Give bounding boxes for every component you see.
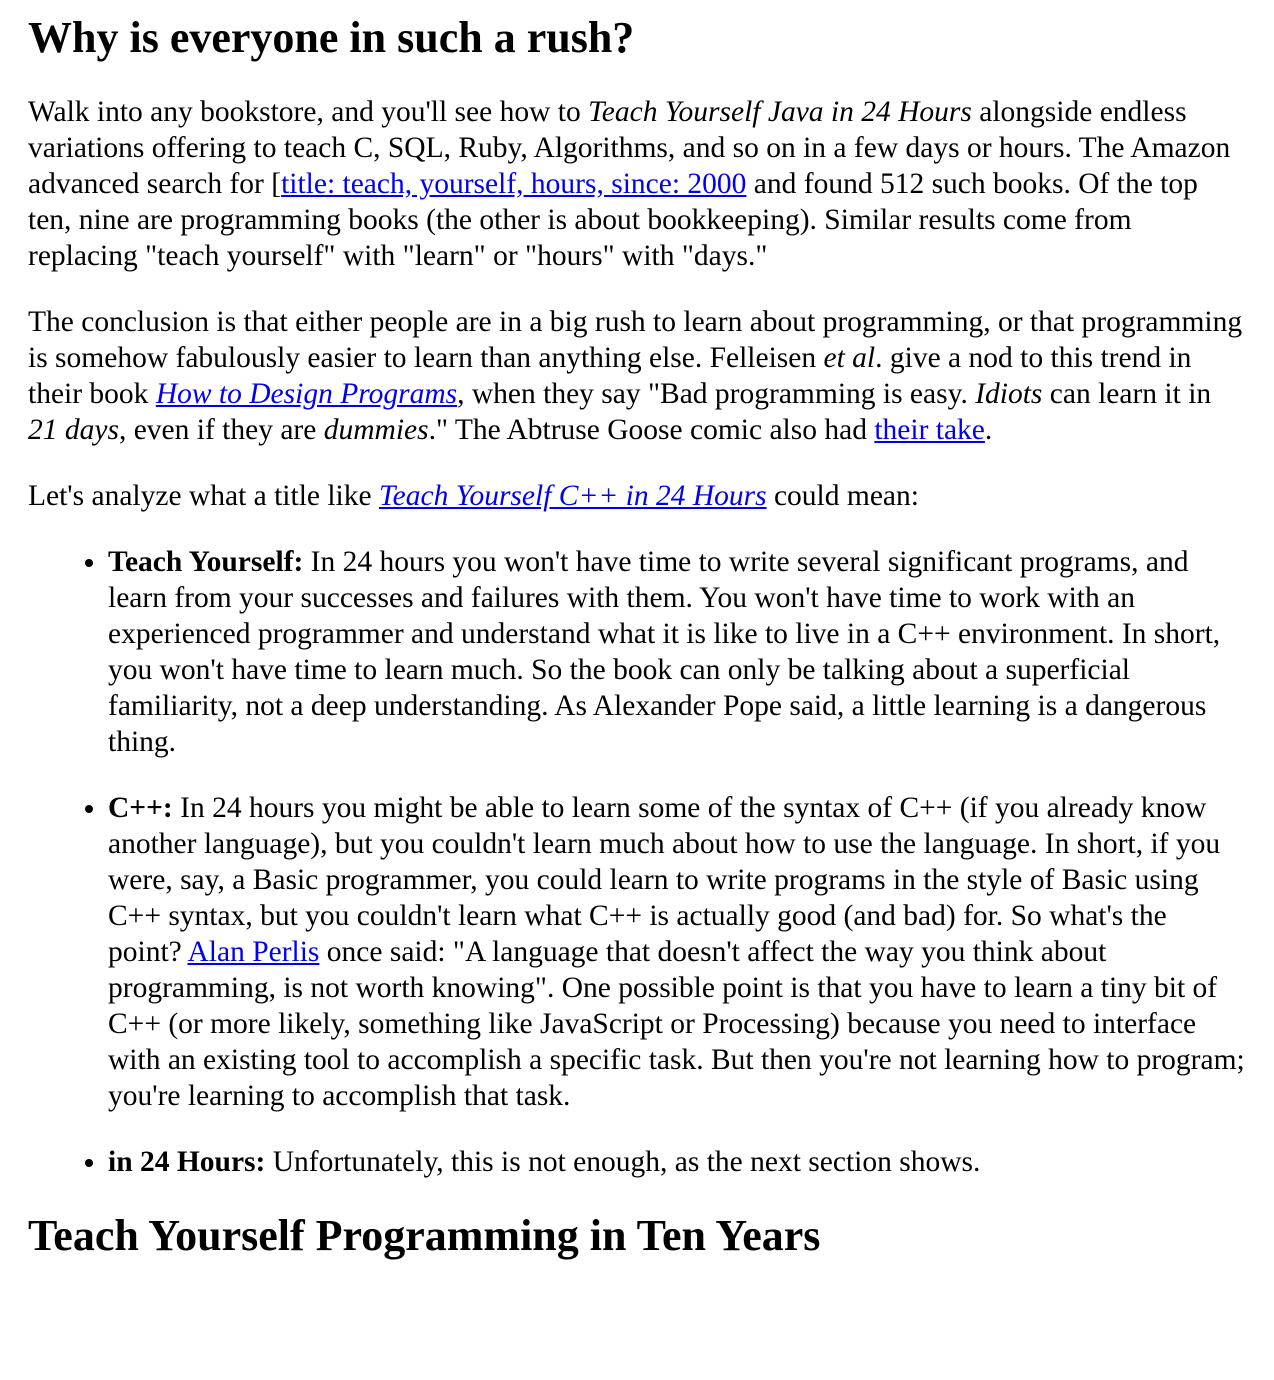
list-item-text: Unfortunately, this is not enough, as the next section shows. bbox=[265, 1146, 981, 1178]
text: , when they say "Bad programming is easy. bbox=[457, 378, 976, 410]
list-item-cpp bbox=[108, 790, 1246, 1114]
alan-perlis-link[interactable]: Alan Perlis bbox=[187, 936, 320, 968]
text: Let's analyze what a title like bbox=[28, 480, 379, 512]
list-item-text: once said: "A language that doesn't affect the way you think about programming, is not worth knowing". One possible point is that you have to learn a tiny bit of C++ (or more likely, something like JavaScript or Processing) because you need to interface with an existing tool to accomplish a specific task. But then you're not learning how to program; you're learning to accomplish that task. bbox=[108, 936, 1245, 1112]
text: Walk into any bookstore, and you'll see how to bbox=[28, 96, 589, 128]
emphasis-dummies: dummies bbox=[323, 414, 429, 446]
list-item-text: In 24 hours you might be able to learn some of the syntax of C++ (if you already know another language), but you couldn't learn much about how to use the language. In short, if you were, say, a Basic programmer, you could learn to write programs in the style of Basic using C++ syntax, but you couldn't learn what C++ is actually good (and bad) for. So what's the point? bbox=[108, 792, 1221, 968]
text: . bbox=[984, 414, 993, 446]
text: alongside endless variations offering to teach C, SQL, Ruby, Algorithms, and so on in a few days or hours. The Amazon advanced search for [ bbox=[28, 96, 1231, 200]
section-heading-ten-years: Teach Yourself Programming in Ten Years bbox=[28, 1211, 821, 1260]
text: can learn it in bbox=[1042, 378, 1212, 410]
text: could mean: bbox=[766, 480, 919, 512]
tycpp-link[interactable] bbox=[379, 480, 767, 512]
section-heading-rush: Why is everyone in such a rush? bbox=[28, 13, 635, 62]
paragraph-analyze bbox=[28, 478, 1246, 514]
list-item-24-hours bbox=[108, 1144, 1246, 1180]
htdp-link-text[interactable]: How to Design Programs bbox=[155, 378, 458, 410]
text: , even if they are bbox=[118, 414, 324, 446]
text: The conclusion is that either people are in a big rush to learn about programming, or that programming is somehow fabulously easier to learn than anything else. Felleisen bbox=[28, 306, 1243, 374]
emphasis-et-al: et al bbox=[823, 342, 876, 374]
book-title-java: Teach Yourself Java in 24 Hours bbox=[588, 96, 972, 128]
htdp-link[interactable] bbox=[156, 378, 457, 410]
list-item-teach-yourself bbox=[108, 544, 1246, 760]
list-item-label: in 24 Hours: bbox=[108, 1146, 266, 1178]
emphasis-idiots: Idiots bbox=[975, 378, 1043, 410]
emphasis-21-days: 21 days bbox=[28, 414, 119, 446]
list-item-label: Teach Yourself: bbox=[108, 546, 304, 578]
tycpp-link-text[interactable]: Teach Yourself C++ in 24 Hours bbox=[378, 480, 767, 512]
list-item-label: C++: bbox=[108, 792, 173, 824]
amazon-search-link[interactable]: title: teach, yourself, hours, since: 2000 bbox=[281, 168, 747, 200]
list-item-text: In 24 hours you won't have time to write several significant programs, and learn from your successes and failures with them. You won't have time to work with an experienced programmer and understand what it is like to live in a C++ environment. In short, you won't have time to learn much. So the book can only be talking about a superficial familiarity, not a deep understanding. As Alexander Pope said, a little learning is a dangerous thing. bbox=[108, 546, 1221, 758]
their-take-link[interactable]: their take bbox=[874, 414, 985, 446]
text: ." The Abtruse Goose comic also had bbox=[428, 414, 875, 446]
text: and found 512 such books. Of the top ten, nine are programming books (the other is about bookkeeping). Similar results come from replacing "teach yourself" with "learn" or "hours" with "days." bbox=[28, 168, 1198, 272]
paragraph-conclusion bbox=[28, 304, 1246, 448]
text: . give a nod to this trend in their book bbox=[28, 342, 1192, 410]
title-analysis-list bbox=[28, 544, 1246, 1180]
paragraph-bookstore bbox=[28, 94, 1246, 274]
